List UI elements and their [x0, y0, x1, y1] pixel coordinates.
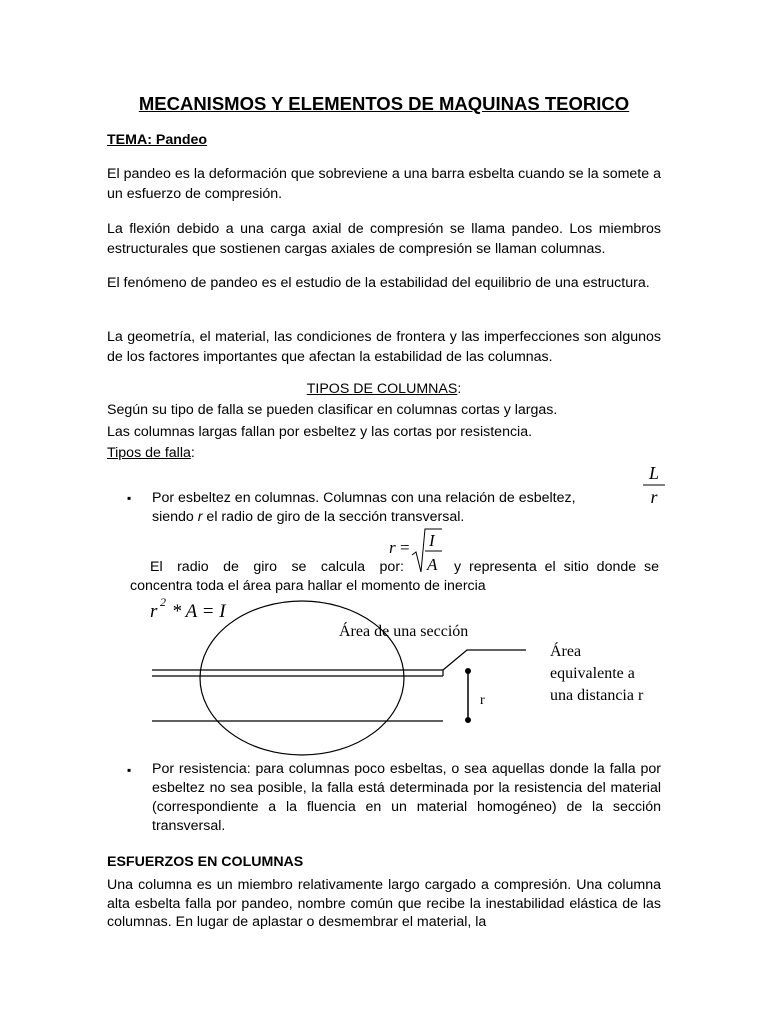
bullet-esbeltez-line2-pre: siendo [152, 509, 198, 525]
tipos-falla-colon: : [190, 445, 195, 461]
equivalent-area-line1: Área [550, 643, 582, 660]
radius-line2: concentra toda el área para hallar el momento de inercia [130, 578, 486, 594]
bullet-esbeltez [152, 489, 661, 527]
equation-r: r [150, 601, 158, 622]
bullet-esbeltez-line2-post: el radio de giro de la sección transversal. [202, 509, 465, 525]
tipos-columnas-label: TIPOS DE COLUMNAS [306, 381, 458, 397]
distance-r-label: r [480, 693, 485, 708]
section-heading-esfuerzos: ESFUERZOS EN COLUMNAS [107, 854, 304, 870]
section-area-diagram [140, 590, 668, 765]
formula-r: r [389, 538, 396, 557]
formula-equals: = [400, 538, 410, 557]
paragraph-esfuerzos: Una columna es un miembro relativamente largo cargado a compresión. Una columna alta esbelta falla por pandeo, nombre común que recibe la inestabilidad elástica de las columnas. En lugar de aplastar o desmembrar el material, la [107, 877, 661, 930]
equivalent-area-line2: equivalente a [550, 665, 635, 682]
radius-variable: r [197, 509, 203, 525]
document-title: MECANISMOS Y ELEMENTOS DE MAQUINAS TEORICO [138, 93, 630, 114]
equation-exponent: 2 [160, 595, 166, 609]
failure-line: Las columnas largas fallan por esbeltez y las cortas por resistencia. [107, 424, 533, 440]
radius-post-text: y representa el sitio donde se [454, 559, 659, 575]
bullet-marker-2: ▪ [127, 763, 132, 777]
formula-I: I [429, 531, 435, 550]
equivalent-area-line3: una distancia r [550, 687, 644, 704]
bullet-resistencia: Por resistencia: para columnas poco esbeltas, o sea aquellas donde la falla por esbeltez no sea posible, la falla está determinada por la resistencia del material (correspondiente a la fluencia en un material homogéneo) de la sección transversal. [152, 761, 661, 834]
ratio-denominator: r [650, 487, 658, 507]
paragraph-phenomenon: El fenómeno de pandeo es el estudio de la estabilidad del equilibrio de una estructura. [107, 275, 650, 291]
paragraph-definition: El pandeo es la deformación que sobreviene a una barra esbelta cuando se la somete a un esfuerzo de compresión. [107, 166, 661, 202]
equivalent-area-leader [443, 650, 526, 670]
radius-pre-text: El radio de giro se calcula por: [150, 559, 404, 575]
section-heading-tipos-columnas [0, 381, 768, 397]
ratio-numerator: L [648, 463, 660, 483]
paragraph-factors: La geometría, el material, las condiciones de frontera y las imperfecciones son algunos de los factores importantes que afectan la estabilidad de las columnas. [107, 329, 661, 365]
tipos-falla-label: Tipos de falla [107, 445, 191, 461]
radius-formula [385, 525, 445, 577]
classification-line: Según su tipo de falla se pueden clasificar en columnas cortas y largas. [107, 402, 558, 418]
bullet-marker: ▪ [127, 491, 132, 505]
formula-A: A [427, 555, 438, 574]
tipos-falla-heading [107, 445, 195, 461]
area-section-label: Área de una sección [339, 623, 469, 640]
tipos-columnas-colon: : [457, 381, 462, 397]
topic-heading: TEMA: Pandeo [107, 132, 208, 148]
equation-rest: * A = I [167, 601, 226, 622]
paragraph-flexion: La flexión debido a una carga axial de compresión se llama pandeo. Los miembros estructurales que sostienen cargas axiales de compresión se llaman columnas. [107, 221, 661, 257]
bullet-esbeltez-line1: Por esbeltez en columnas. Columnas con una relación de esbeltez, [152, 490, 576, 506]
